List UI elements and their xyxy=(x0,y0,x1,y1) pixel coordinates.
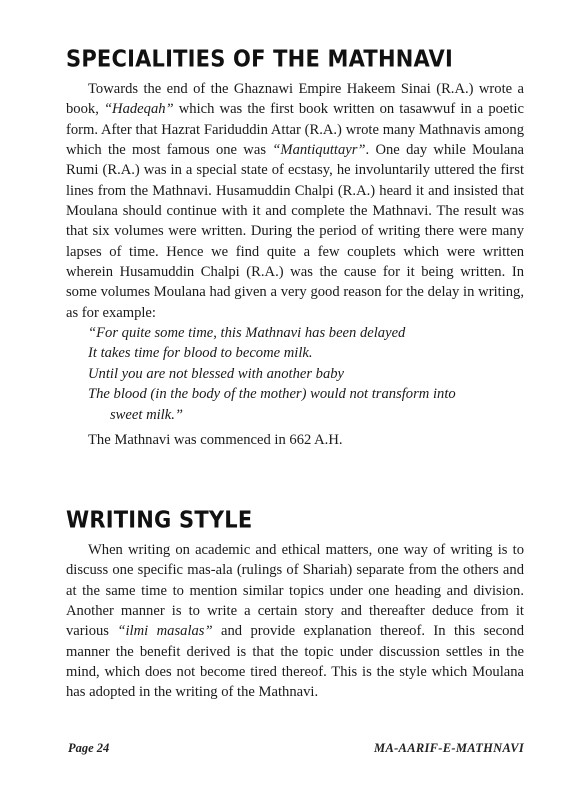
paragraph-writing-style xyxy=(66,540,524,703)
running-title: MA-AARIF-E-MATHNAVI xyxy=(374,741,524,755)
section-writing-style xyxy=(66,540,524,703)
verse-line: It takes time for blood to become milk. xyxy=(88,345,313,362)
term-ilmi-masalas: “ilmi masalas” xyxy=(117,623,213,640)
section-heading-specialities: SPECIALITIES OF THE MATHNAVI xyxy=(66,46,454,72)
verse-line-continued: sweet milk.” xyxy=(110,406,183,423)
text-fragment: . One day while Moulana Rumi (R.A.) was in a special state of ecstasy, he involuntarily uttered the first lines from the Mathnavi. Husamuddin Chalpi (R.A.) heard it and insisted that Moulana should continue with it and complete the Mathnavi. The result was that six volumes were written. During the period of writing there were many lapses of time. Hence we find quite a few couplets which were written wherein Husamuddin Chalpi (R.A.) was the cause for it being written. In some volumes Moulana had given a very good reason for the delay in writing, as for example: xyxy=(66,142,524,321)
paragraph-commencement: The Mathnavi was commenced in 662 A.H. xyxy=(88,431,343,448)
section-heading-writing-style: WRITING STYLE xyxy=(66,507,253,533)
verse-quote xyxy=(66,323,524,425)
book-title-mantiquttayr: “Mantiquttayr” xyxy=(272,142,366,159)
text-fragment: Towards the end of the Ghaznawi Empire Hakeem Sinai (R.A.) wrote a book, xyxy=(66,81,524,118)
text-fragment: When writing on academic and ethical matters, one way of writing is to discuss one specific mas-ala (rulings of Shariah) separate from the others and at the same time to mention similar topics under one heading and division. Another manner is to write a certain story and thereafter deduce from it various xyxy=(66,542,524,640)
text-fragment: which was the first book written on tasawwuf in a poetic form. After that Hazrat Fariduddin Attar (R.A.) wrote many Mathnavis among which the most famous one was xyxy=(66,101,525,159)
paragraph-history xyxy=(66,79,524,323)
verse-line: “For quite some time, this Mathnavi has been delayed xyxy=(88,325,406,342)
page-number: Page 24 xyxy=(68,741,110,755)
verse-line: Until you are not blessed with another baby xyxy=(88,365,345,382)
section-specialities xyxy=(66,79,524,450)
text-fragment: and provide explanation thereof. In this second manner the benefit derived is that the topic under discussion settles in the mind, which does not become tired thereof. This is the style which Moulana has adopted in the writing of the Mathnavi. xyxy=(66,623,524,701)
book-title-hadeqah: “Hadeqah” xyxy=(103,101,174,118)
verse-line: The blood (in the body of the mother) would not transform into xyxy=(88,386,456,403)
